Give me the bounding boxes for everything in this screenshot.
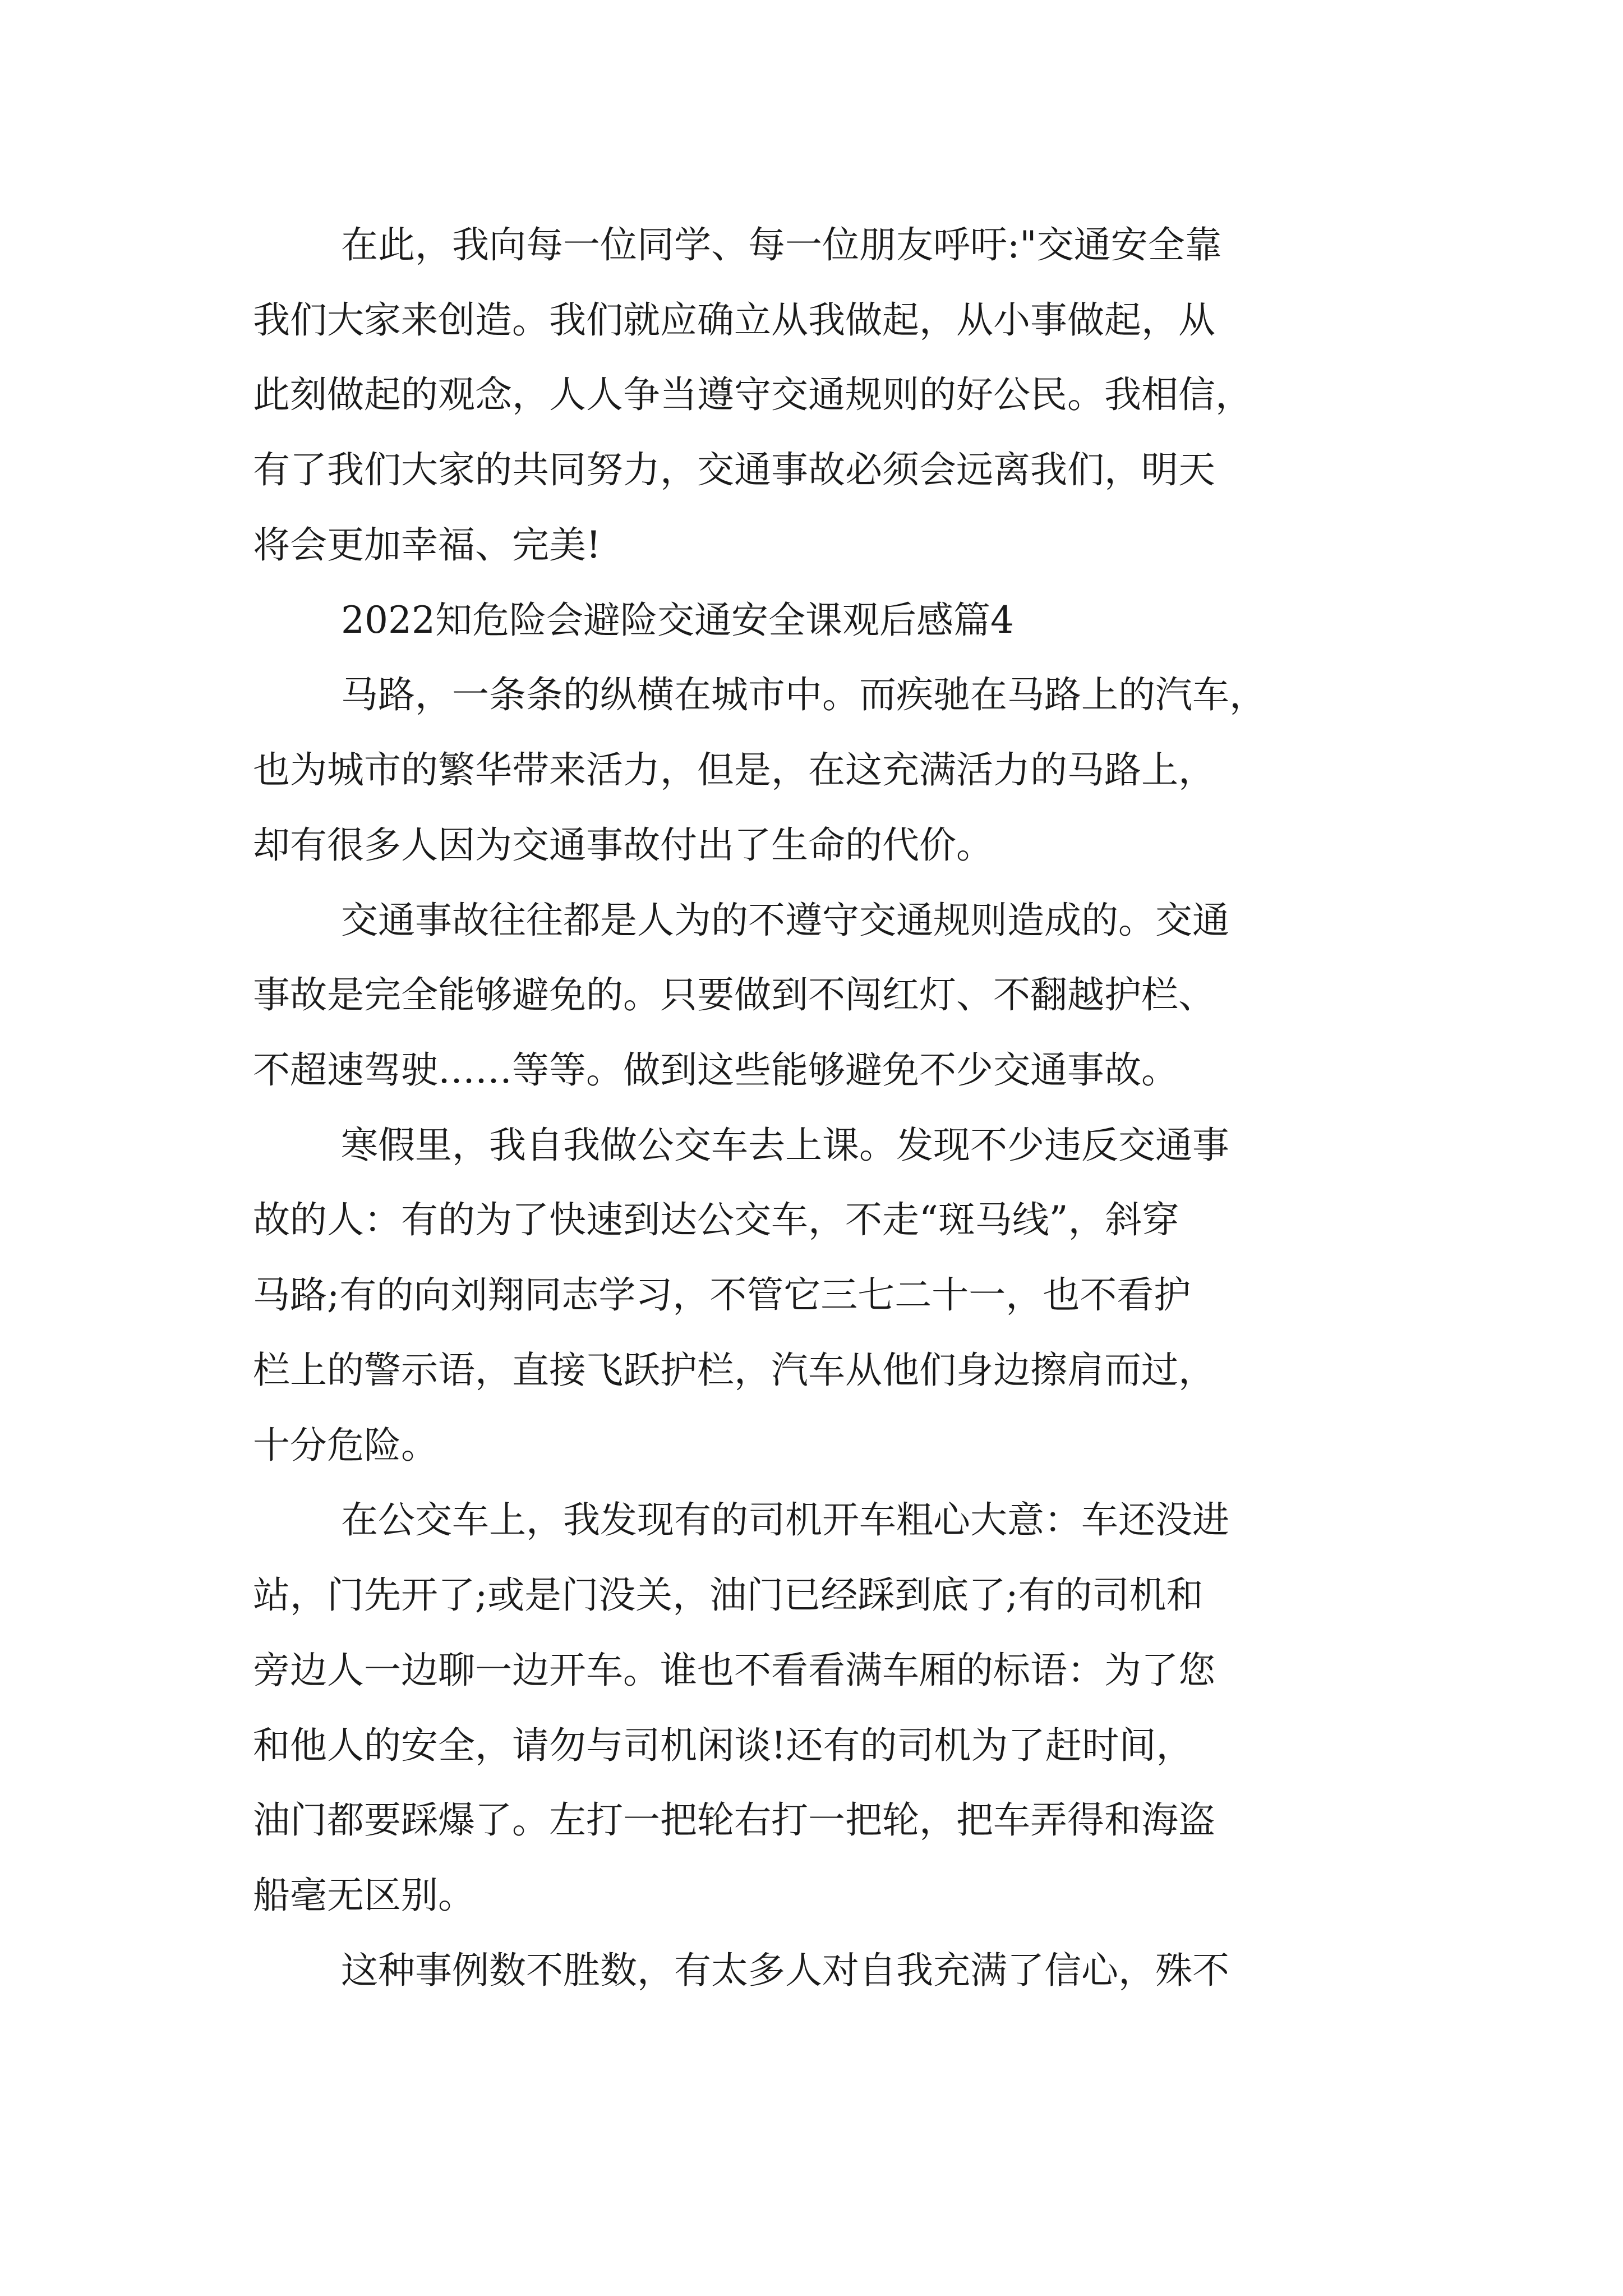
- text-line: 在公交车上，我发现有的司机开车粗心大意：车还没进: [341, 1498, 1229, 1542]
- text-line: 船毫无区别。: [253, 1874, 475, 1917]
- text-line: 马路，一条条的纵横在城市中。而疾驰在马路上的汽车，: [341, 673, 1266, 716]
- text-line: 站，门先开了;或是门没关，油门已经踩到底了;有的司机和: [253, 1573, 1204, 1617]
- text-line: 寒假里，我自我做公交车去上课。发现不少违反交通事: [341, 1124, 1229, 1167]
- text-line: 这种事例数不胜数，有太多人对自我充满了信心，殊不: [341, 1949, 1229, 1992]
- text-line: 故的人：有的为了快速到达公交车，不走“斑马线”，斜穿: [253, 1198, 1179, 1241]
- text-line: 和他人的安全，请勿与司机闲谈!还有的司机为了赶时间，: [253, 1724, 1193, 1767]
- text-line: 将会更加幸福、完美!: [253, 523, 601, 567]
- text-line: 事故是完全能够避免的。只要做到不闯红灯、不翻越护栏、: [253, 973, 1215, 1016]
- text-line: 有了我们大家的共同努力，交通事故必须会远离我们，明天: [253, 448, 1215, 491]
- text-line: 旁边人一边聊一边开车。谁也不看看满车厢的标语：为了您: [253, 1649, 1215, 1692]
- text-line: 也为城市的繁华带来活力，但是，在这充满活力的马路上，: [253, 748, 1215, 792]
- text-line: 我们大家来创造。我们就应确立从我做起，从小事做起，从: [253, 298, 1215, 342]
- text-line: 栏上的警示语，直接飞跃护栏，汽车从他们身边擦肩而过，: [253, 1349, 1215, 1392]
- text-line: 此刻做起的观念，人人争当遵守交通规则的好公民。我相信，: [253, 373, 1252, 416]
- text-line: 却有很多人因为交通事故付出了生命的代价。: [253, 823, 993, 867]
- text-line: 交通事故往往都是人为的不遵守交通规则造成的。交通: [341, 899, 1229, 942]
- text-line: 在此，我向每一位同学、每一位朋友呼吁:"交通安全靠: [341, 223, 1222, 266]
- section-heading: 2022知危险会避险交通安全课观后感篇4: [341, 599, 1014, 642]
- text-line: 油门都要踩爆了。左打一把轮右打一把轮，把车弄得和海盗: [253, 1798, 1215, 1842]
- text-line: 马路;有的向刘翔同志学习，不管它三七二十一，也不看护: [253, 1273, 1191, 1317]
- text-line: 十分危险。: [253, 1424, 438, 1467]
- text-line: 不超速驾驶……等等。做到这些能够避免不少交通事故。: [253, 1048, 1178, 1092]
